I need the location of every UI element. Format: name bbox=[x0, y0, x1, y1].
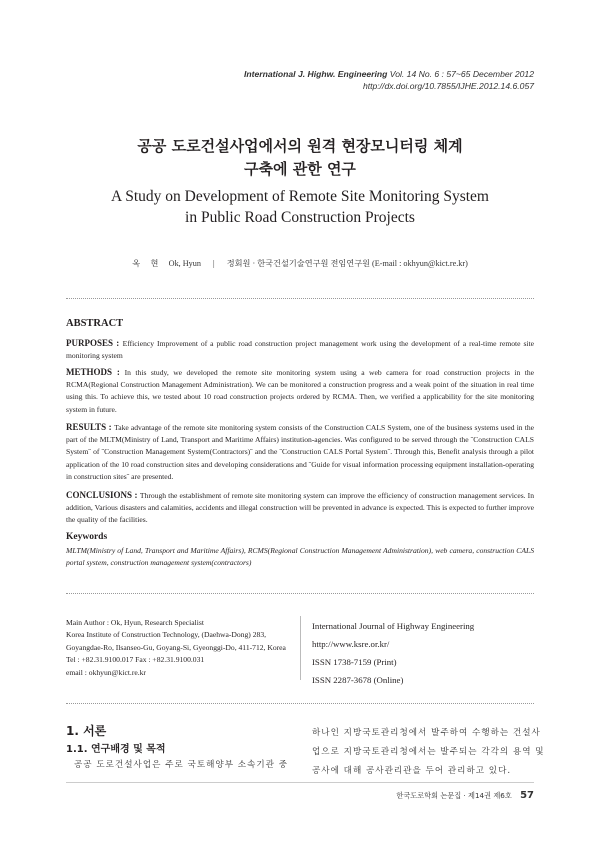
page-footer bbox=[396, 790, 534, 801]
journal-info-issn-print: ISSN 1738-7159 (Print) bbox=[312, 657, 397, 667]
title-korean-line2: 구축에 관한 연구 bbox=[244, 160, 356, 178]
abstract-results bbox=[66, 421, 534, 483]
abstract-heading: ABSTRACT bbox=[66, 318, 124, 329]
purposes-label: PURPOSES : bbox=[66, 338, 123, 348]
main-author-line3: Goyangdae-Ro, Ilsanseo-Gu, Goyang-Si, Gyeonggi-Do, 411-712, Korea bbox=[66, 642, 286, 652]
main-author-email[interactable]: email : okhyun@kict.re.kr bbox=[66, 667, 146, 677]
journal-info-url[interactable]: http://www.ksre.or.kr/ bbox=[312, 639, 390, 649]
body-right-line1: 하나인 지방국토관리청에서 발주하여 수행하는 건설사 bbox=[312, 728, 541, 738]
info-divider bbox=[300, 616, 301, 680]
methods-text: In this study, we developed the remote site monitoring system using a web camera for road construction projects in the RCMA(Regional Construction Management Administration). We can be monitored a construction progress and a weak point of the situation in real time using this. To achieve this, we tested about 10 road construction projects ordered by RCMA. Then, we verified a applicability for the site monitoring system in future. bbox=[66, 368, 534, 414]
keywords-text: MLTM(Ministry of Land, Transport and Maritime Affairs), RCMS(Regional Construction Management Administration), web camera, construction CALS portal system, construction management system(contractors) bbox=[66, 546, 534, 568]
body-left-paragraph: 공공 도로건설사업은 주로 국토해양부 소속기관 중 bbox=[74, 760, 288, 770]
body-right-line2: 업으로 지방국토관리청에서는 발주되는 각각의 용역 및 bbox=[312, 747, 545, 757]
results-label: RESULTS : bbox=[66, 422, 115, 432]
journal-header bbox=[244, 68, 534, 92]
page-number: 57 bbox=[520, 790, 534, 801]
author-affiliation: 정회원 · 한국건설기술연구원 전임연구원 (E-mail : okhyun@kict.re.kr) bbox=[226, 259, 468, 268]
author-line bbox=[0, 258, 600, 269]
body-right-paragraph bbox=[312, 724, 545, 781]
results-text: Take advantage of the remote site monitoring system consists of the Construction CALS System, one of the business systems used in the part of the MLTM(Ministry of Land, Transport and Maritime Affairs) institution-agencies. Was configured to be served through the ˝Construction CALS System˝ of ˝Construction Management System(Contractors)˝ and the ˝Construction CALS Portal System˝. Through this, Benefit analysis through a pilot application of the 10 road construction sites and developing considerations and ˝Guide for visual information processing equipment installation-operating in construction sites˝ are presented. bbox=[66, 423, 534, 481]
conclusions-text: Through the establishment of remote site monitoring system can improve the efficiency of construction management services. In addition, Various disasters and calamities, accidents and illegal construction will be prevented in advance is expected. This is expected to further improve the quality of the facilities. bbox=[66, 491, 534, 525]
doi-link[interactable]: http://dx.doi.org/10.7855/IJHE.2012.14.6.057 bbox=[362, 81, 534, 91]
footer-rule bbox=[66, 782, 534, 783]
author-name-korean: 옥 현 bbox=[132, 258, 159, 268]
divider-bottom bbox=[66, 703, 534, 704]
journal-info bbox=[312, 617, 474, 689]
main-author-line2: Korea Institute of Construction Technology, (Daehwa-Dong) 283, bbox=[66, 630, 267, 640]
main-author-info bbox=[66, 617, 286, 679]
methods-label: METHODS : bbox=[66, 367, 125, 377]
conclusions-label: CONCLUSIONS : bbox=[66, 490, 140, 500]
journal-info-name: International Journal of Highway Engineering bbox=[312, 621, 475, 631]
volume-info: Vol. 14 No. 6 : 57~65 December 2012 bbox=[389, 69, 534, 79]
section-1-1-heading: 1.1. 연구배경 및 목적 bbox=[66, 744, 166, 755]
abstract-conclusions bbox=[66, 489, 534, 527]
title-korean-line1: 공공 도로건설사업에서의 원격 현장모니터링 체계 bbox=[137, 137, 463, 155]
author-name-english: Ok, Hyun bbox=[168, 259, 201, 268]
title-english-line1: A Study on Development of Remote Site Monitoring System bbox=[110, 188, 489, 205]
journal-name: International J. Highw. Engineering bbox=[244, 69, 388, 79]
journal-info-issn-online: ISSN 2287-3678 (Online) bbox=[312, 675, 404, 685]
author-separator: | bbox=[213, 259, 215, 268]
body-right-line3: 공사에 대해 공사관리관을 두어 관리하고 있다. bbox=[312, 766, 512, 776]
section-1-heading: 1. 서론 bbox=[66, 724, 107, 738]
abstract-purposes bbox=[66, 337, 534, 362]
purposes-text: Efficiency Improvement of a public road construction project management work using the development of a real-time remote site monitoring system bbox=[66, 339, 534, 361]
main-author-line1: Main Author : Ok, Hyun, Research Specialist bbox=[66, 618, 204, 627]
divider-top bbox=[66, 298, 534, 299]
footer-journal-issue: 한국도로학회 논문집 · 제14권 제6호 bbox=[396, 791, 512, 800]
divider-middle bbox=[66, 593, 534, 594]
keywords-heading: Keywords bbox=[66, 532, 108, 542]
main-author-line4: Tel : +82.31.9100.017 Fax : +82.31.9100.031 bbox=[66, 655, 205, 665]
title-english-line2: in Public Road Construction Projects bbox=[185, 209, 415, 226]
abstract-methods bbox=[66, 366, 534, 416]
